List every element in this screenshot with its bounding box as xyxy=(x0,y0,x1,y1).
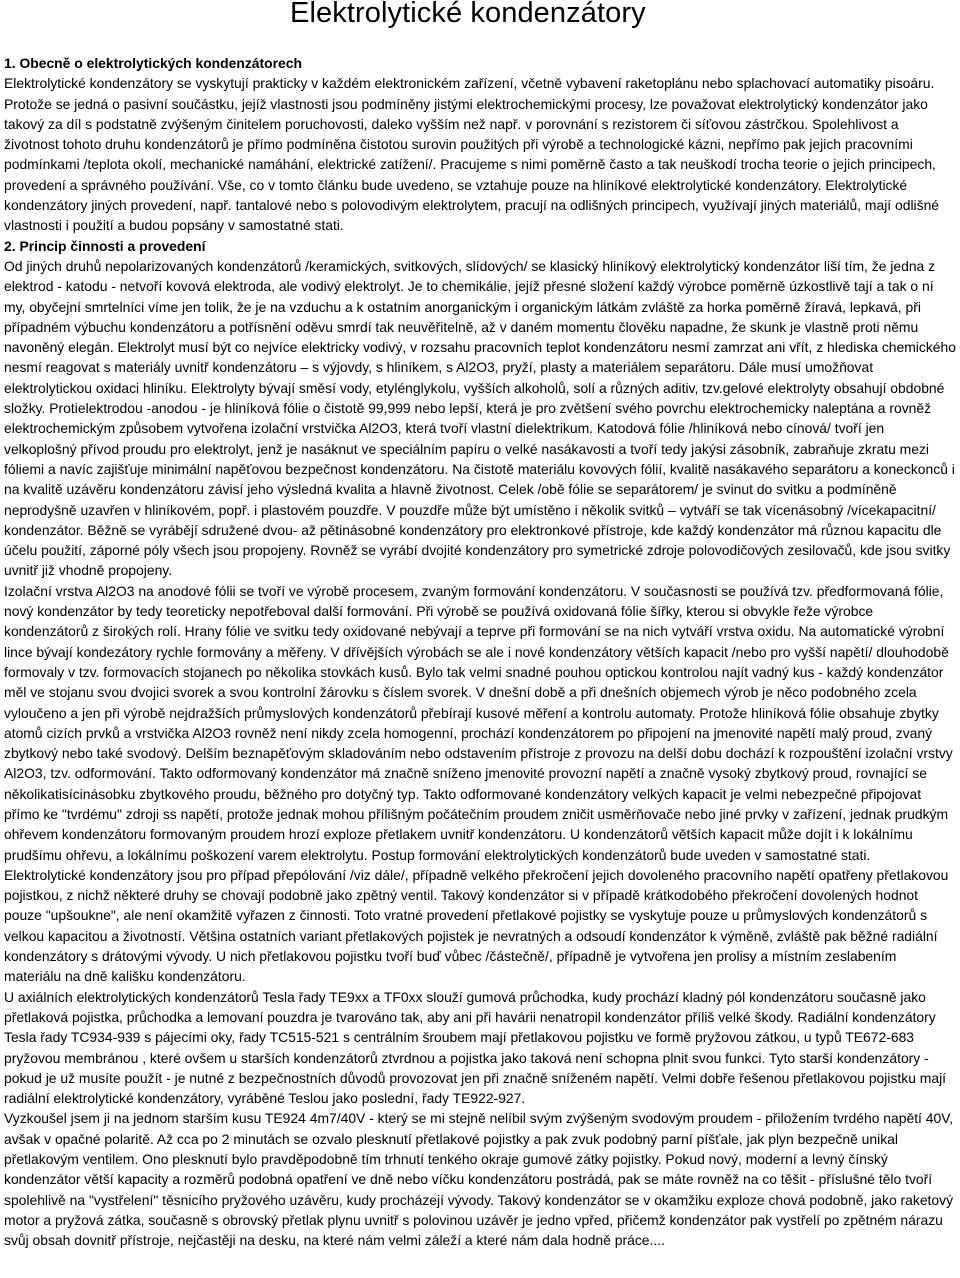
paragraph: U axiálních elektrolytických kondenzátorů Tesla řady TE9xx a TF0xx slouží gumová průchodka, kudy prochází kladný pól kondenzátoru současně jako přetlaková pojistka, průchodka a lemovaní pouzdra je tvarováno tak, aby ani při havárii nenatropil kondenzátor příliš velké škody. Radiální kondenzátory Tesla řady TC934-939 s pájecími oky, řady TC515-521 s centrálním šroubem mají přetlakovou pojistku ve formě pryžovou zátkou, u typů TE672-683 pryžovou membránou , které ovšem u starších kondenzátorů ztvrdnou a pojistka jako taková není schopna plnit svou funkci. Tyto starší kondenzátory - pokud je už musíte použít - je nutné z bezpečnostních důvodů provozovat jen při značně sníženém napětí. Velmi dobře řešenou přetlakovou pojistku mají radiální elektrolytické kondenzátory, vyráběné Teslou jako poslední, řady TE922-927. xyxy=(4,988,947,1107)
paragraph: Od jiných druhů nepolarizovaných kondenzátorů /keramických, svitkových, slídových/ se klasický hliníkový elektrolytický kondenzátor liší tím, že jedna z elektrod - katodu - netvoří kovová elektroda, ale vodivý elektrolyt. Je to chemikálie, jejíž přesné složení každý výrobce poměrně úzkostlivě tají a tak o ní my, obyčejní smrtelníci víme jen tolik, že je na vzduchu a k ostatním anorganickým i organickým látkám zvláště za horka poměrně žíravá, lepkavá, při případném výbuchu kondenzátoru a potřísnění oděvu smrdí tak neuvěřitelně, až v daném momentu člověku napadne, že skunk je vlastně proti němu navoněný elegán. Elektrolyt musí být co nejvíce elektricky vodivý, v rozsahu pracovních teplot kondenzátoru nesmí zamrzat ani vřít, z hlediska chemického nesmí reagovat s materiály uvnitř kondenzátoru – s výjovdy, s hliníkem, s Al2O3, pryží, plasty a materiálem separátoru. Dále musí umožňovat elektrolytickou oxidaci hliníku. Elektrolyty bývají směsí vody, etylénglykolu, vyšších alkoholů, solí a různých aditiv, tzv.gelové elektrolyty obsahují obdobné složky. Protielektrodou -anodou - je hliníková fólie o čistotě 99,999 nebo lepší, která je pro zvětšení svého povrchu elektrochemicky naleptána a rovněž elektrochemickým způsobem vytvořena izolační vrstvička Al2O3, která tvoří vlastní dielektrikum. Katodová fólie /hliníková nebo cínová/ tvoří jen velkoplošný přívod proudu pro elektrolyt, jenž je nasáknut ve speciálním papíru o velké nasákavosti a tvoří tedy jakýsi zásobník, zabraňuje zkratu mezi fóliemi a navíc zajišťuje minimální napěťovou bezpečnost kondenzátoru. Na čistotě materiálu kovových fólií, kvalitě nasákavého separátoru a koneckonců i na kvalitě uzávěru kondenzátoru závisí jeho výsledná kvalita a hlavně životnost. Celek /obě fólie se separátorem/ je svinut do svitku a podmíněně neprodyšně uzavřen v hliníkovém, popř. i plastovém pouzdře. V pouzdře může být umístěno i několik svitků – vytváří se tak vícenásobný /vícekapacitní/ kondenzátor. Běžně se vyrábějí sdružené dvou- až pětinásobné kondenzátory pro elektronkové přístroje, kde každý kondenzátor má různou kapacitu dle účelu použití, záporné póly všech jsou propojeny. Rovněž se vyrábí dvojité kondenzátory pro symetrické zdroje polovodičových zesilovačů, kde jsou svitky uvnitř již vhodně propojeny. xyxy=(4,257,956,579)
section-heading: 2. Princip činnosti a provedení xyxy=(4,237,206,254)
section-heading: 1. Obecně o elektrolytických kondenzátorech xyxy=(4,55,302,71)
document-body xyxy=(4,53,956,1251)
document-title: Elektrolytické kondenzátory xyxy=(290,0,646,29)
paragraph: Vyzkoušel jsem ji na jednom starším kusu TE924 4m7/40V - který se mi stejně nelíbil svým zvýšeným svodovým proudem - přiložením tvrdého napětí 40V, avšak v opačné polaritě. Až cca po 2 minutách se ozvalo plesknutí přetlakové pojistky a pak zvuk podobný parní píšťale, jak plyn bezpečně unikal přetlakovým ventilem. Ono plesknutí bylo pravděpodobně tím trhnutí tenkého okraje gumové zátky pojistky. Pokud nový, moderní a levný čínský kondenzátor větší kapacity a rozměrů podobná opatření ve dně nebo víčku kondenzátoru postrádá, pak se máte rovněž na co těšit - příslušné tělo tvoří spolehlivě na "vystřelení" těsnicího pryžového uzávěru, kudy procházejí vývody. Takový kondenzátor se v okamžiku exploze chová podobně, jako raketový motor a pryžová zátka, současně s obrovský přetlak plynu uvnitř s polovinou uzávěr je jedno vpřed, přičemž kondenzátor pak vystřelí po zpětném nárazu svůj obsah dovnitř přístroje, nejčastěji na desku, na které nám velmi záleží a které nám dala hodně práce.... xyxy=(4,1110,954,1249)
paragraph: Elektrolytické kondenzátory jsou pro případ přepólování /viz dále/, případně velkého překročení jejich dovoleného pracovního napětí opatřeny přetlakovou pojistkou, z nichž některé druhy se chovají podobně jako zpětný ventil. Takový kondenzátor si v případě krátkodobého překročení dovolených hodnot pouze "upšoukne", ale není okamžitě vyřazen z činnosti. Toto vratné provedení přetlakové pojistky se vyskytuje pouze u průmyslových kondenzátorů s velkou kapacitou a životností. Většina ostatních variant přetlakových pojistek je nevratných a odsoudí kondenzátor k výměně, zvláště pak běžné radiální kondenzátory s drátovými vývody. U nich přetlakovou pojistku tvoří buď vůbec /částečně/, případně je vytvořena jen prolisy a místním zeslabením materiálu na dně kališku kondenzátoru. xyxy=(4,866,949,985)
paragraph: Izolační vrstva Al2O3 na anodové fólii se tvoří ve výrobě procesem, zvaným formování kondenzátoru. V současnosti se používá tzv. předformovaná fólie, nový kondenzátor by tedy teoreticky nepotřeboval další formování. Při výrobě se používá oxidovaná fólie šířky, kterou si obvykle řeže výrobce kondenzátorů z širokých rolí. Hrany fólie ve svitku tedy oxidované nebývají a teprve při formování se na nich vytváří vrstva oxidu. Na automatické výrobní lince bývají kondezátory rychle formovány a měřeny. V dřívějších výrobách se ale i nové kondenzátory větších kapacit /nebo pro vyšší napětí/ dlouhodobě formovaly v tzv. formovacích stojanech po několika stovkách kusů. Bylo tak velmi snadné pouhou optickou kontrolou najít vadný kus - každý kondenzátor měl ve stojanu svou dvojici svorek a svou kontrolní žárovku s číslem svorek. V dnešní době a při dnešních objemech výrob je něco podobného zcela vyloučeno a jen při výrobě nejdražších průmyslových kondenzátorů přebírají kusové měření a kontrolu automaty. Protože hliníková fólie obsahuje zbytky atomů cizích prvků a vrstvička Al2O3 rovněž není nikdy zcela homogenní, prochází kondenzátorem po připojení na jmenovité napětí malý proud, zvaný zbytkový nebo také svodový. Delším beznapěťovým skladováním nebo odstavením přístroje z provozu na delší dobu dochází k rozpouštění izolační vrstvy Al2O3, tzv. odformování. Takto odformovaný kondenzátor má značně sníženo jmenovité provozní napětí a značně vysoký zbytkový proud, rovnající se několikatisícinásobku zbytkového proudu, běžného pro dotyčný typ. Takto odformované kondenzátory velkých kapacit je velmi nebezpečné připojovat přímo ke "tvrdému" zdroji ss napětí, protože jednak mohou přílišným počátečním proudem zničit usměrňovače nebo jiné prvky v zařízení, jednak prudkým ohřevem kondenzátoru formovaným proudem hrozí exploze přetlakem uvnitř kondenzátoru. U kondenzátorů větších kapacit může dojít i k lokálnímu prudšímu ohřevu, a lokálnímu poškození varem elektrolytu. Postup formování elektrolytických kondenzátorů bude uveden v samostatné stati. xyxy=(4,582,953,863)
paragraph: Elektrolytické kondenzátory se vyskytují prakticky v každém elektronickém zařízení, včetně vybavení raketoplánu nebo splachovací automatiky pisoáru. Protože se jedná o pasivní součástku, jejíž vlastnosti jsou podmíněny jistými elektrochemickými procesy, lze považovat elektrolytický kondenzátor jako takový za díl s podstatně zvýšeným činitelem poruchovosti, daleko vyšším než např. v porovnání s rezistorem či síťovou zástrčkou. Spolehlivost a životnost tohoto druhu kondenzátorů je přímo podmíněna čistotou surovin použitých při výrobě a technologické kázni, nepřímo pak jejich pracovními podmínkami /teplota okolí, mechanické namáhání, elektrické zatížení/. Pracujeme s nimi poměrně často a tak neuškodí trocha teorie o jejich principech, provedení a správného používání. Vše, co v tomto článku bude uvedeno, se vztahuje pouze na hliníkové elektrolytické kondenzátory. Elektrolytické kondenzátory jiných provedení, např. tantalové nebo s polovodivým elektrolytem, pracují na odlišných principech, využívají jiných materiálů, mají odlišné vlastnosti i použití a budou popsány v samostatné stati. xyxy=(4,75,940,234)
